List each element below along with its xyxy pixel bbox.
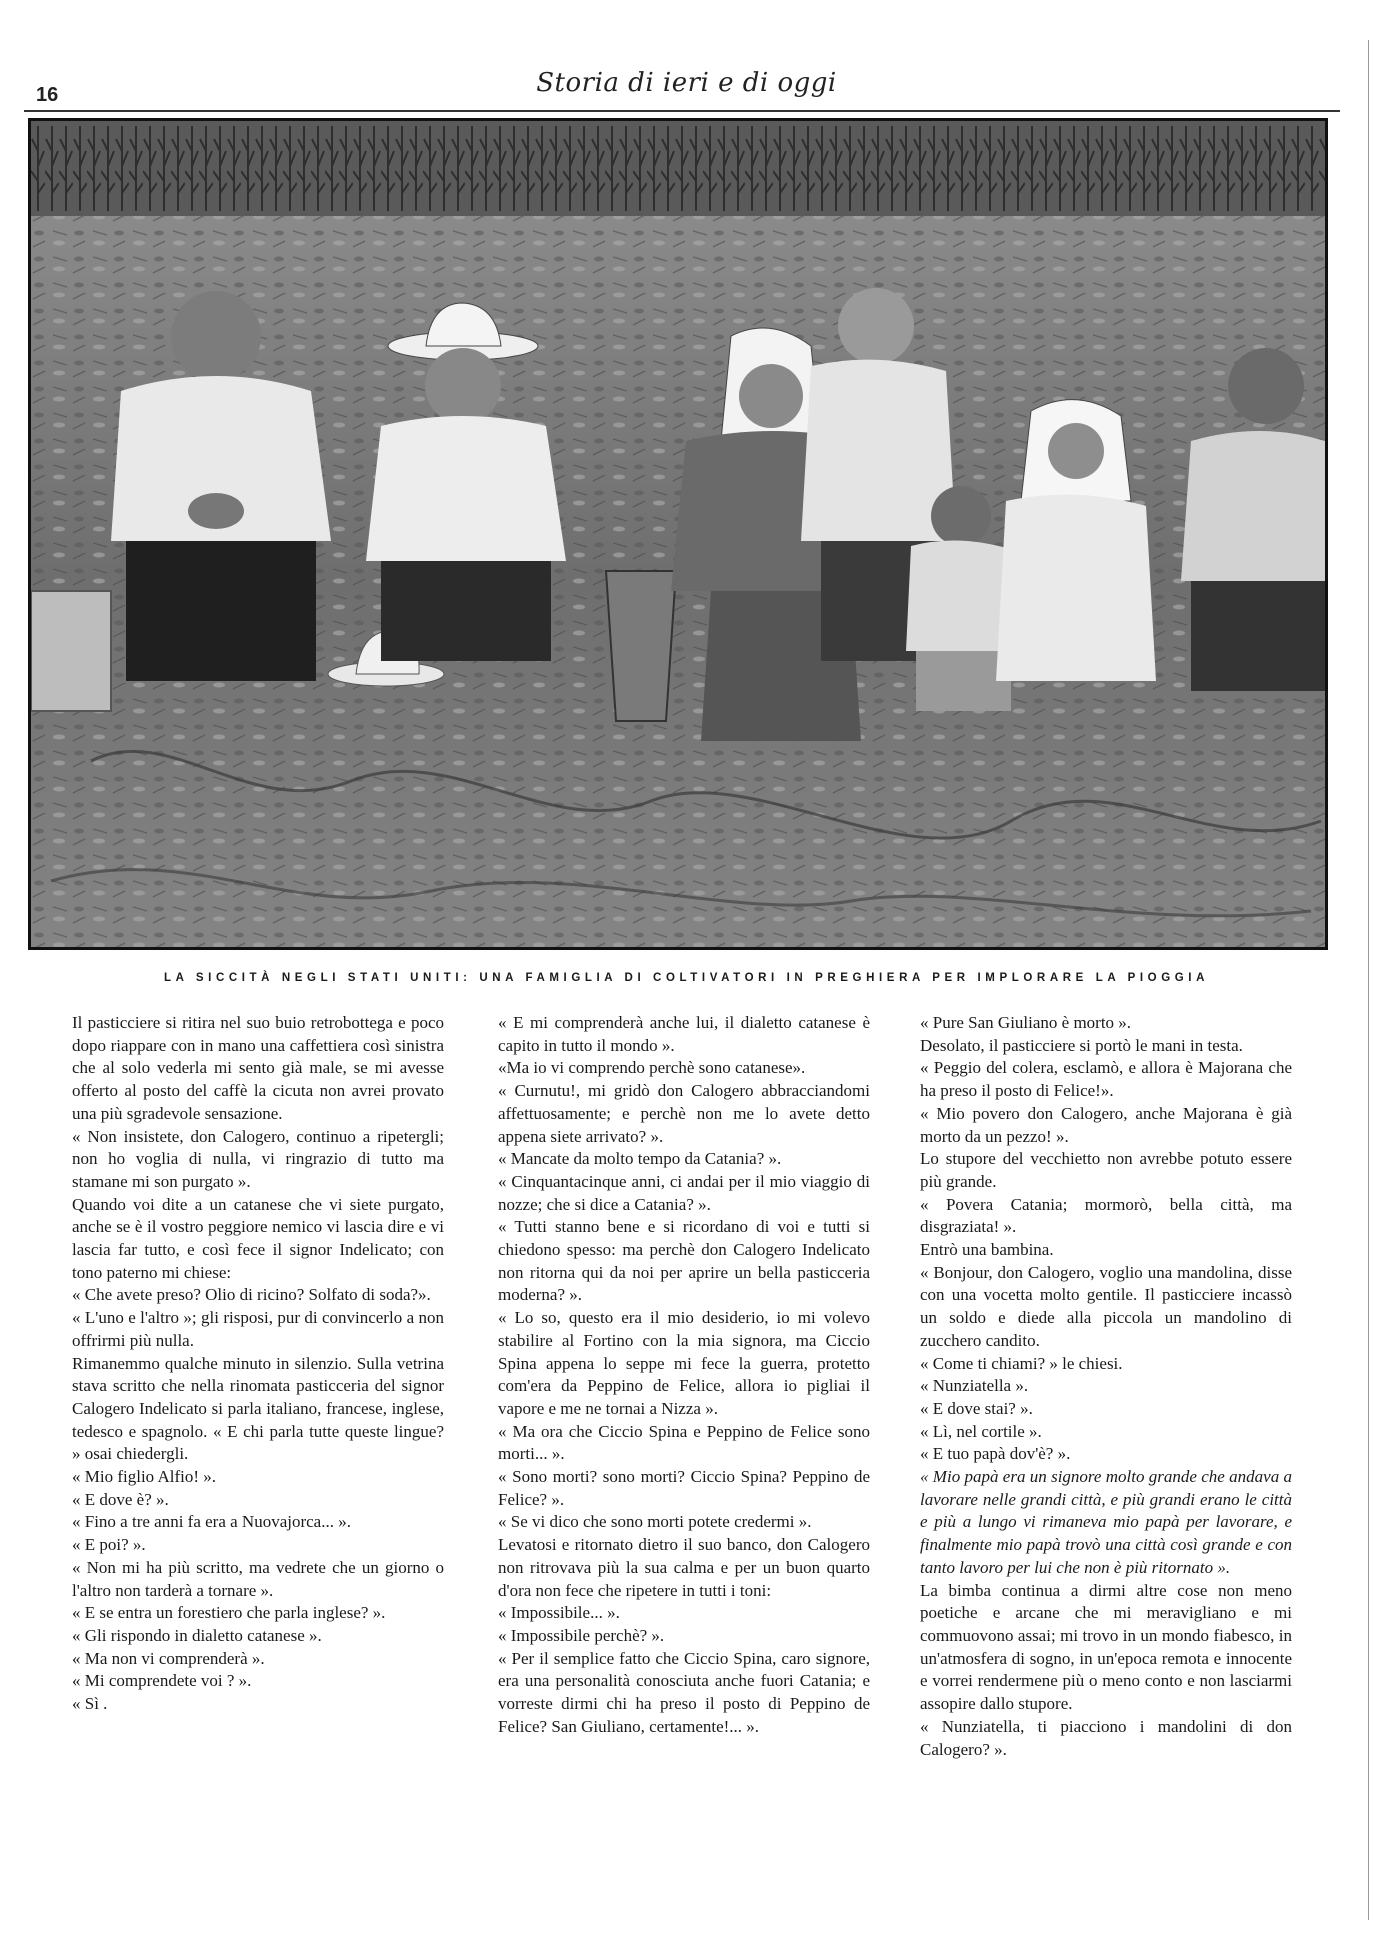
paragraph: Il pasticciere si ritira nel suo buio retrobottega e poco dopo riappare con in mano una caffettiera così sinistra che al solo vederla mi sento già male, se mi avesse offerto al posto del caffè la cicuta non avrei provato una più sgradevole sensazione. — [72, 1013, 444, 1123]
paragraph: « Che avete preso? Olio di ricino? Solfato di soda?». — [72, 1285, 431, 1305]
paragraph: « E se entra un forestiero che parla inglese? ». — [72, 1603, 386, 1623]
paragraph: « Impossibile perchè? ». — [498, 1625, 665, 1645]
header-rule — [24, 110, 1340, 112]
paragraph: Levatosi e ritornato dietro il suo banco, don Calogero non ritrovava più la sua calma e per un buon quarto d'ora non fece che ripetere in tutti i toni: — [498, 1535, 870, 1600]
paragraph: Entrò una bambina. — [920, 1240, 1054, 1260]
paragraph: « Ma ora che Ciccio Spina e Peppino de Felice sono morti... ». — [498, 1421, 870, 1464]
paragraph: « Sì . — [72, 1694, 108, 1714]
paragraph: « Bonjour, don Calogero, voglio una mandolina, disse con una vocetta molto gentile. Il pasticciere incassò un soldo e diede alla piccola un mandolino di zucchero candito. — [920, 1262, 1292, 1350]
paragraph: « Non mi ha più scritto, ma vedrete che un giorno o l'altro non tarderà a tornare ». — [72, 1557, 444, 1600]
paragraph: «Ma io vi comprendo perchè sono catanese». — [498, 1058, 806, 1078]
paragraph: « Mio figlio Alfio! ». — [72, 1467, 217, 1487]
text-column-2 — [498, 1012, 870, 1739]
paragraph: « Lo so, questo era il mio desiderio, io mi volevo stabilire al Fortino con la mia signora, ma Ciccio Spina appena lo seppe mi fece la guerra, protetto com'era da Peppino de Felice, allora io pigliai il vapore e me ne tornai a Nizza ». — [498, 1308, 870, 1418]
paragraph-italic: « Mio papà era un signore molto grande che andava a lavorare nelle grandi città, e più grandi erano le città e più a lungo vi rimaneva mio papà per lavorare, e finalmente mio papà trovò una città così grande e con tanto lavoro per lui che non è più ritornato ». — [920, 1467, 1292, 1577]
paragraph: La bimba continua a dirmi altre cose non meno poetiche e arcane che mi meravigliano e mi commuovono assai; mi trovo in un mondo fiabesco, in un'atmosfera di sogno, in un'epoca remota e innocente e vorrei rendermene più o meno conto e non lasciarmi assopire dallo stupore. — [920, 1580, 1292, 1714]
paragraph: « Mi comprendete voi ? ». — [72, 1671, 252, 1691]
paragraph: « Mio povero don Calogero, anche Majorana è già morto da un pezzo! ». — [920, 1103, 1292, 1146]
paragraph: « E tuo papà dov'è? ». — [920, 1444, 1071, 1464]
paragraph: « E poi? ». — [72, 1535, 146, 1555]
paragraph: « Ma non vi comprenderà ». — [72, 1648, 265, 1668]
paragraph: « Povera Catania; mormorò, bella città, ma disgraziata! ». — [920, 1194, 1292, 1237]
photograph-family-praying — [28, 118, 1328, 950]
paragraph: Rimanemmo qualche minuto in silenzio. Sulla vetrina stava scritto che nella rinomata pasticceria del signor Calogero Indelicato si parla italiano, francese, inglese, tedesco e spagnolo. « E chi parla tutte queste lingue? » osai chiedergli. — [72, 1353, 444, 1464]
paragraph: Quando voi dite a un catanese che vi siete purgato, anche se è il vostro peggiore nemico vi lascia dire e vi lascia far tutto, e così fece il signor Indelicato; con tono paterno mi chiese: — [72, 1194, 444, 1282]
text-column-3 — [920, 1012, 1292, 1761]
paragraph: « Cinquantacinque anni, ci andai per il mio viaggio di nozze; che si dice a Catania? ». — [498, 1171, 870, 1214]
paragraph: « Gli rispondo in dialetto catanese ». — [72, 1625, 322, 1645]
paragraph: « Per il semplice fatto che Ciccio Spina, caro signore, era una personalità conosciuta anche fuori Catania; e vorreste dirmi chi ha preso il posto di Peppino de Felice? San Giuliano, certamente!... ». — [498, 1648, 870, 1736]
paragraph: « Curnutu!, mi gridò don Calogero abbracciandomi affettuosamente; e perchè non me lo avete detto appena siete arrivato? ». — [498, 1081, 870, 1146]
paragraph: « Impossibile... ». — [498, 1603, 620, 1623]
paragraph: « Pure San Giuliano è morto ». — [920, 1013, 1132, 1032]
paragraph: « E dove stai? ». — [920, 1398, 1033, 1418]
paragraph: Desolato, il pasticciere si portò le mani in testa. — [920, 1035, 1243, 1055]
paragraph: « Peggio del colera, esclamò, e allora è Majorana che ha preso il posto di Felice!». — [920, 1058, 1292, 1101]
paragraph: « Come ti chiami? » le chiesi. — [920, 1353, 1123, 1373]
paragraph: « Mancate da molto tempo da Catania? ». — [498, 1149, 782, 1169]
paragraph: « Se vi dico che sono morti potete credermi ». — [498, 1512, 812, 1532]
page-number: 16 — [36, 84, 59, 106]
paragraph: « Sono morti? sono morti? Ciccio Spina? Peppino de Felice? ». — [498, 1467, 870, 1509]
paragraph: « E dove è? ». — [72, 1489, 169, 1509]
paragraph: « Non insistete, don Calogero, continuo a ripetergli; non ho voglia di nulla, vi ringrazio di tutto ma stamane mi son purgato ». — [72, 1126, 444, 1191]
paragraph: « Tutti stanno bene e si ricordano di voi e tutti si chiedono spesso: ma perchè don Calogero Indelicato non ritorna qui da noi per aprire un bella pasticceria moderna? ». — [498, 1217, 870, 1305]
paragraph: « L'uno e l'altro »; gli risposi, pur di convincerlo a non offrirmi più nulla. — [72, 1308, 444, 1350]
paragraph: Lo stupore del vecchietto non avrebbe potuto essere più grande. — [920, 1149, 1292, 1191]
paragraph: « Nunziatella, ti piacciono i mandolini di don Calogero? ». — [920, 1716, 1292, 1759]
paragraph: « Fino a tre anni fa era a Nuovajorca... ». — [72, 1512, 351, 1532]
publication-title: Storia di ieri e di oggi — [536, 68, 837, 98]
paragraph: « Lì, nel cortile ». — [920, 1421, 1042, 1441]
text-column-1 — [72, 1012, 444, 1716]
paragraph: « E mi comprenderà anche lui, il dialetto catanese è capito in tutto il mondo ». — [498, 1013, 870, 1055]
paragraph: « Nunziatella ». — [920, 1376, 1029, 1396]
photo-caption: LA SICCITÀ NEGLI STATI UNITI: UNA FAMIGLIA DI COLTIVATORI IN PREGHIERA PER IMPLORARE LA PIOGGIA — [163, 972, 1209, 984]
